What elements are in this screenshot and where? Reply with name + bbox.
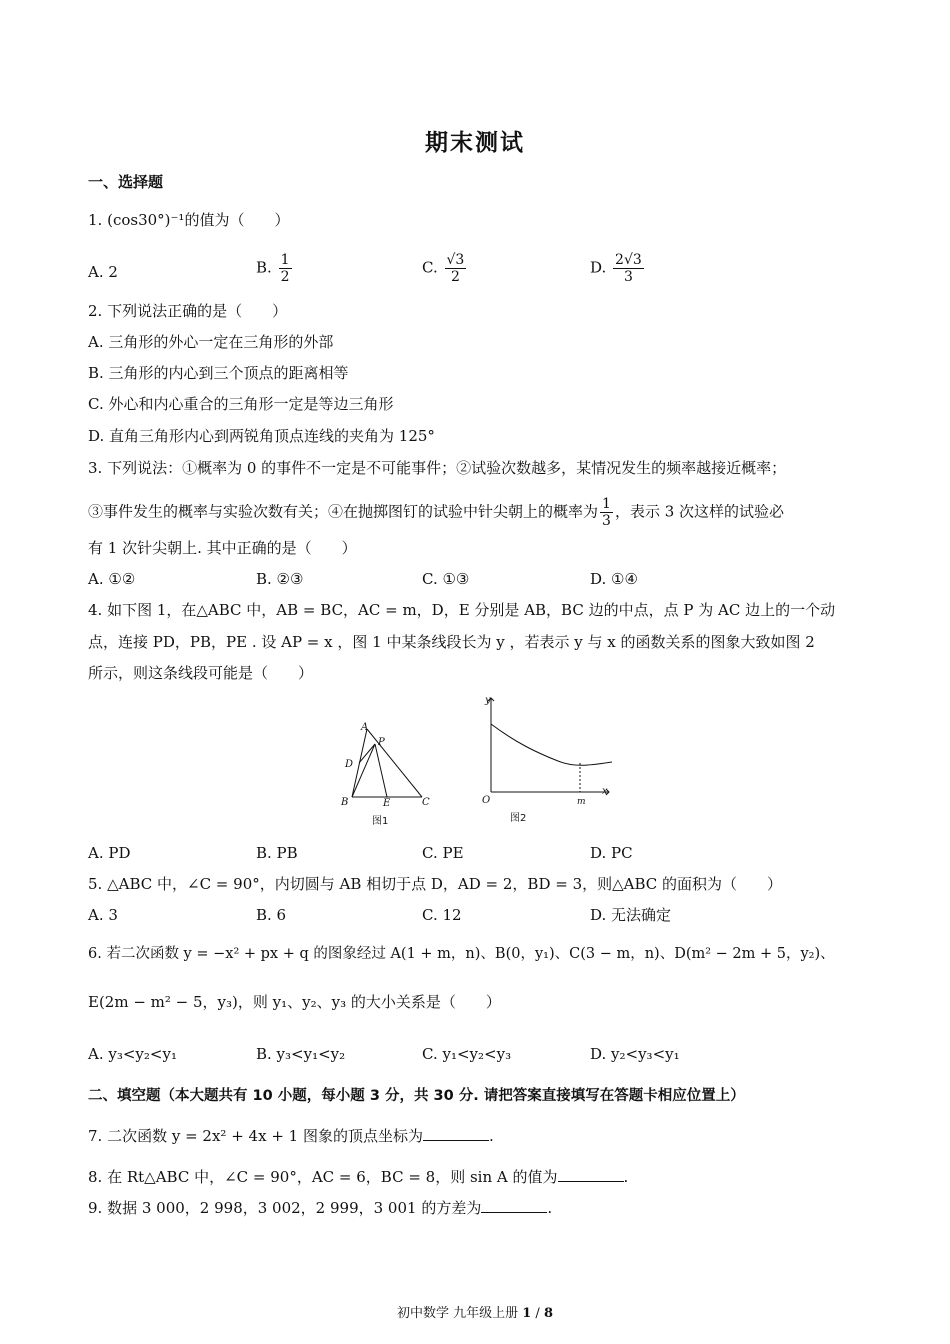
q1-b-den: 2 <box>280 269 290 285</box>
q3-line-2-start: ③事件发生的概率与实验次数有关；④在抛掷图钉的试验中针尖朝上的概率为 <box>88 502 599 521</box>
q2-option-a: A. 三角形的外心一定在三角形的外部 <box>88 333 334 351</box>
q3-frac-num: 1 <box>602 496 611 512</box>
function-curve <box>491 724 612 765</box>
q3-option-c: C. ①③ <box>422 570 470 588</box>
q4-option-a: A. PD <box>88 844 131 862</box>
q8-period: . <box>623 1168 629 1186</box>
q1-d-label: D. <box>590 258 607 277</box>
page-title: 期末测试 <box>425 130 525 156</box>
q5-option-b: B. 6 <box>256 906 287 924</box>
question-1-stem <box>88 210 868 230</box>
q7-text: 7. 二次函数 y = 2x² + 4x + 1 图象的顶点坐标为 <box>88 1127 423 1145</box>
q1-d-fraction <box>613 252 644 285</box>
q8-answer-blank[interactable] <box>558 1167 624 1182</box>
q6-option-d: D. y₂<y₃<y₁ <box>590 1045 680 1063</box>
q4-option-d: D. PC <box>590 844 633 862</box>
fig1-label-c: C <box>422 797 430 808</box>
q3-option-b: B. ②③ <box>256 570 304 588</box>
footer-page-number: 1 <box>522 1306 532 1321</box>
q9-period: . <box>547 1199 553 1217</box>
q1-b-label: B. <box>256 258 272 277</box>
q4-figures <box>330 690 620 830</box>
fig2-label-m: m <box>577 797 586 807</box>
fig2-label-x: x <box>602 786 608 797</box>
q2-option-d: D. 直角三角形内心到两锐角顶点连线的夹角为 125° <box>88 427 435 445</box>
fig1-label-a: A <box>361 722 369 733</box>
segment-ac <box>367 729 422 797</box>
fig1-caption: 图1 <box>372 816 389 827</box>
fig2-label-y: y <box>485 695 491 706</box>
fig1-label-b: B <box>341 797 349 808</box>
question-3-line-2 <box>88 496 868 529</box>
section-fill-heading: 二、填空题（本大题共有 10 小题，每小题 3 分，共 30 分. 请把答案直接填写在答题卡相应位置上） <box>88 1088 745 1104</box>
fig1-label-p: P <box>378 737 385 748</box>
q3-frac-den: 3 <box>602 513 611 529</box>
q8-text: 8. 在 Rt△ABC 中，∠C = 90°，AC = 6，BC = 8，则 sin A 的值为 <box>88 1168 558 1186</box>
q5-option-a: A. 3 <box>88 906 118 924</box>
question-8 <box>88 1167 868 1187</box>
q6-option-b: B. y₃<y₁<y₂ <box>256 1045 346 1063</box>
q7-period: . <box>488 1127 494 1145</box>
q1-d-num: 2√3 <box>615 252 642 268</box>
footer-separator: / <box>531 1306 544 1321</box>
q1-text: 的值为（ ） <box>184 211 290 229</box>
q1-c-fraction <box>445 252 467 285</box>
question-4-line-3: 所示，则这条线段可能是（ ） <box>88 664 314 682</box>
figure-1-triangle <box>352 729 422 797</box>
q6-option-c: C. y₁<y₂<y₃ <box>422 1045 512 1063</box>
question-2-stem: 2. 下列说法正确的是（ ） <box>88 302 288 320</box>
q3-fraction <box>600 496 613 529</box>
fig1-label-e: E <box>383 798 391 809</box>
q7-answer-blank[interactable] <box>423 1126 489 1141</box>
q1-b-fraction <box>279 252 292 285</box>
question-4-line-2: 点，连接 PD，PB，PE . 设 AP = x ，图 1 中某条线段长为 y ，若表示 y 与 x 的函数关系的图象大致如图 2 <box>88 633 815 651</box>
q1-option-a: A. 2 <box>88 263 118 281</box>
footer-page-total: 8 <box>543 1306 553 1321</box>
q1-option-d <box>590 252 646 285</box>
q2-option-c: C. 外心和内心重合的三角形一定是等边三角形 <box>88 395 394 413</box>
question-3-line-1: 3. 下列说法：①概率为 0 的事件不一定是不可能事件；②试验次数越多，某情况发生的频率越接近概率； <box>88 459 787 477</box>
q3-line-2-end: ，表示 3 次这样的试验必 <box>614 502 785 521</box>
q9-answer-blank[interactable] <box>481 1198 547 1213</box>
q2-option-b: B. 三角形的内心到三个顶点的距离相等 <box>88 364 349 382</box>
question-3-line-3: 有 1 次针尖朝上. 其中正确的是（ ） <box>88 539 357 557</box>
q1-option-b <box>256 252 294 285</box>
question-5-stem: 5. △ABC 中，∠C = 90°，内切圆与 AB 相切于点 D，AD = 2，BD = 3，则△ABC 的面积为（ ） <box>88 875 783 893</box>
q6-option-a: A. y₃<y₂<y₁ <box>88 1045 177 1063</box>
q1-c-num: √3 <box>446 252 465 268</box>
question-4-line-1: 4. 如下图 1，在△ABC 中，AB = BC，AC = m，D，E 分别是 AB，BC 边的中点，点 P 为 AC 边上的一个动 <box>88 601 836 619</box>
q1-c-den: 2 <box>450 269 460 285</box>
page-footer <box>0 1302 950 1321</box>
q1-c-label: C. <box>422 258 438 277</box>
q4-option-b: B. PB <box>256 844 298 862</box>
question-6-line-1: 6. 若二次函数 y = −x² + px + q 的图象经过 A(1 + m，n)、B(0，y₁)、C(3 − m，n)、D(m² − 2m + 5，y₂)、 <box>88 946 835 962</box>
fig1-label-d: D <box>345 759 354 770</box>
q1-number: 1. <box>88 211 103 229</box>
fig2-caption: 图2 <box>510 813 527 824</box>
question-7 <box>88 1126 868 1146</box>
q5-option-d: D. 无法确定 <box>590 906 672 924</box>
q5-option-c: C. 12 <box>422 906 462 924</box>
q4-option-c: C. PE <box>422 844 464 862</box>
section-choice-heading: 一、选择题 <box>88 173 164 191</box>
fig2-label-o: O <box>482 795 491 806</box>
question-9 <box>88 1198 868 1218</box>
q1-option-c <box>422 252 468 285</box>
footer-subject: 初中数学 九年级上册 <box>396 1306 523 1321</box>
q1-b-num: 1 <box>280 252 290 268</box>
q9-text: 9. 数据 3 000，2 998，3 002，2 999，3 001 的方差为 <box>88 1199 482 1217</box>
question-6-line-2: E(2m − m² − 5，y₃)，则 y₁、y₂、y₃ 的大小关系是（ ） <box>88 993 501 1011</box>
q1-expression: (cos30°)⁻¹ <box>107 211 185 229</box>
q3-option-a: A. ①② <box>88 570 136 588</box>
figure-2-graph <box>488 698 612 795</box>
q1-d-den: 3 <box>623 269 633 285</box>
q3-option-d: D. ①④ <box>590 570 638 588</box>
segment-pb <box>352 744 375 797</box>
